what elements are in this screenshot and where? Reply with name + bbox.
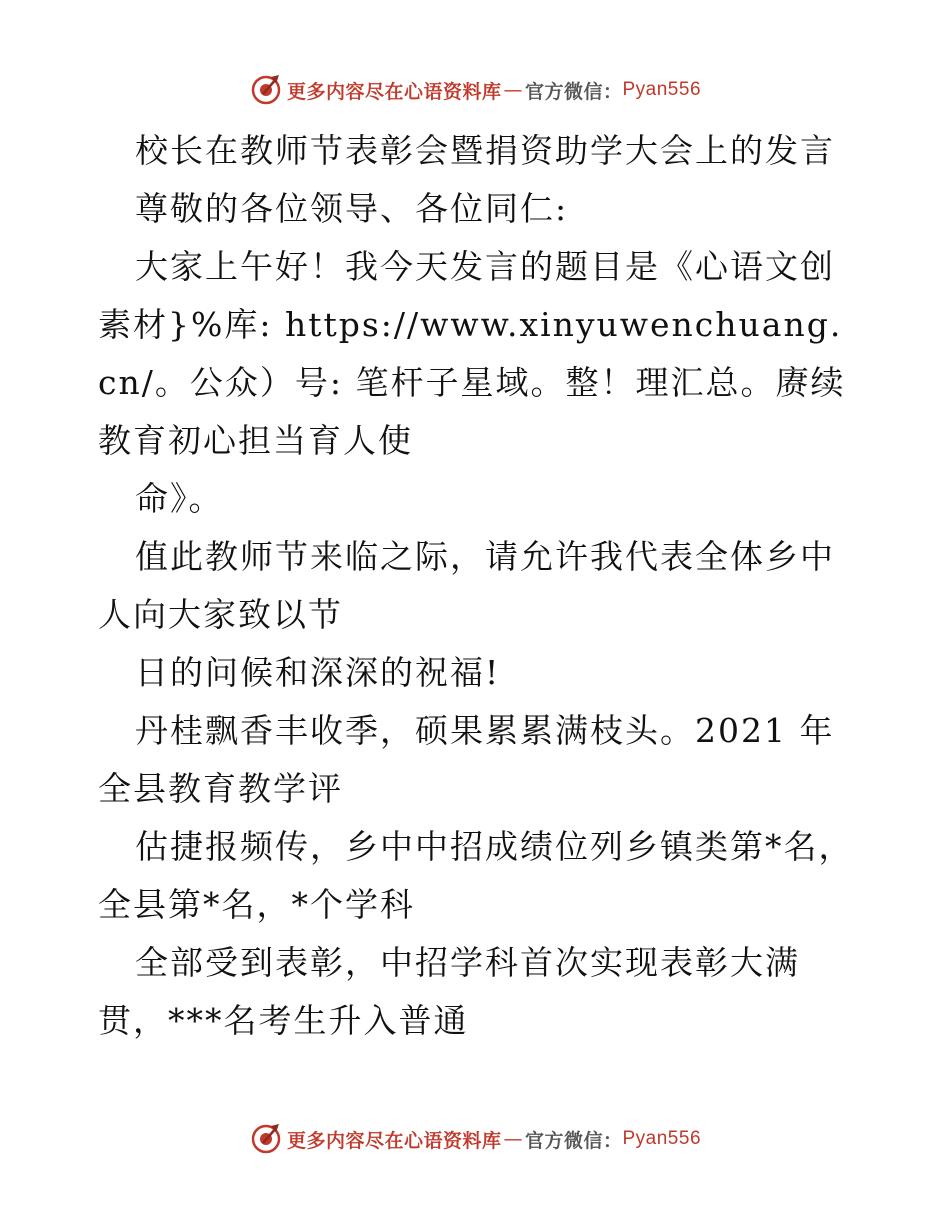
watermark-main-text: 更多内容尽在心语资料库 xyxy=(286,80,502,103)
paragraph-results: 估捷报频传，乡中中招成绩位列乡镇类第*名，全县第*名，*个学科 xyxy=(98,827,854,924)
watermark-wechat-id: Pyan556 xyxy=(622,79,702,100)
pen-logo-icon xyxy=(249,73,283,107)
document-body xyxy=(98,122,858,1050)
paragraph-title: 校长在教师节表彰会暨捐资助学大会上的发言 xyxy=(135,131,835,170)
watermark-main-text: 更多内容尽在心语资料库 xyxy=(286,1129,502,1152)
paragraph-greeting: 大家上午好！我今天发言的题目是《心语文创素材}%库: https://www.xinyuwenchuang.cn/。公众）号: 笔杆子星域。整！理汇总。赓续教育初心担当育人使 xyxy=(98,247,846,460)
paragraph-harvest: 丹桂飘香丰收季，硕果累累满枝头。2021 年全县教育教学评 xyxy=(98,711,835,808)
watermark-label: 官方微信： xyxy=(524,80,623,103)
paragraph-salutation: 尊敬的各位领导、各位同仁: xyxy=(135,189,569,228)
pen-logo-icon xyxy=(249,1122,283,1156)
watermark-wechat-id: Pyan556 xyxy=(622,1128,702,1149)
watermark-footer xyxy=(0,1119,950,1159)
watermark-dash: — xyxy=(503,1128,523,1150)
watermark-label: 官方微信： xyxy=(524,1129,623,1152)
watermark-dash: — xyxy=(503,79,523,101)
paragraph-awards: 全部受到表彰，中招学科首次实现表彰大满贯，***名考生升入普通 xyxy=(98,943,800,1040)
paragraph-topic-end: 命》。 xyxy=(135,479,224,518)
paragraph-blessing: 日的问候和深深的祝福! xyxy=(135,653,501,692)
paragraph-festival: 值此教师节来临之际，请允许我代表全体乡中人向大家致以节 xyxy=(98,537,835,634)
watermark-header xyxy=(0,70,950,110)
